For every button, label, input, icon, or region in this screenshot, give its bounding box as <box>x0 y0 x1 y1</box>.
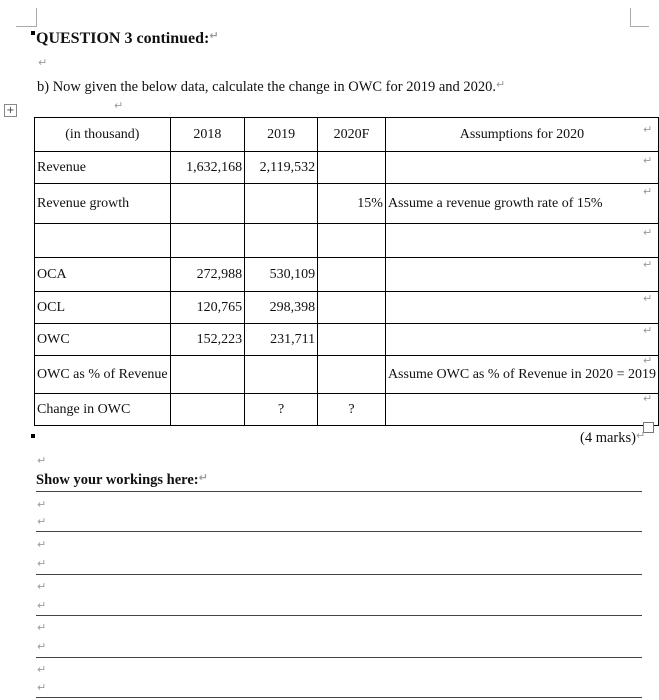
paragraph-mark: ↵ <box>37 681 47 694</box>
header-cell-label: (in thousand) <box>35 118 171 152</box>
owc-data-table <box>34 117 659 426</box>
paragraph-mark: ↵ <box>37 621 47 634</box>
table-row-blank <box>35 224 659 258</box>
row-label: OWC <box>35 324 171 356</box>
paragraph-mark: ↵ <box>37 580 47 593</box>
table-row-owc <box>35 324 659 356</box>
cell-2020f: 15% <box>318 184 386 224</box>
row-end-mark: ↵ <box>643 258 653 271</box>
cell-2019 <box>245 184 318 224</box>
cell-2020f <box>318 258 386 292</box>
answer-line <box>36 657 642 658</box>
cell-assumption <box>385 258 658 292</box>
row-end-mark: ↵ <box>643 226 653 239</box>
table-move-handle-icon[interactable]: + <box>4 104 17 117</box>
cell-2020f <box>318 152 386 184</box>
page-corner-marker-left <box>16 8 37 27</box>
answer-line <box>36 531 642 532</box>
question-text: b) Now given the below data, calculate the change in OWC for 2019 and 2020. ↵ <box>37 78 506 95</box>
cell-2018: 120,765 <box>170 292 244 324</box>
answer-line <box>36 574 642 575</box>
paragraph-mark: ↵ <box>37 557 47 570</box>
row-end-mark: ↵ <box>643 185 653 198</box>
cell-assumption <box>385 324 658 356</box>
question-heading: QUESTION 3 continued: ↵ <box>36 29 219 47</box>
cell-2019: 530,109 <box>245 258 318 292</box>
header-cell-2018: 2018 <box>170 118 244 152</box>
table-row-ocl <box>35 292 659 324</box>
cell-2019: 298,398 <box>245 292 318 324</box>
cell-2018 <box>170 184 244 224</box>
cell-assumption: Assume OWC as % of Revenue in 2020 = 2019 <box>385 356 658 394</box>
table-row-oca <box>35 258 659 292</box>
table-row-revenue-growth <box>35 184 659 224</box>
cell-2018: 152,223 <box>170 324 244 356</box>
cell-2018: 272,988 <box>170 258 244 292</box>
table-row-revenue <box>35 152 659 184</box>
cell-2018 <box>170 356 244 394</box>
cell-2019 <box>245 224 318 258</box>
cell-2020f <box>318 292 386 324</box>
row-end-mark: ↵ <box>643 354 653 367</box>
workings-label: Show your workings here: ↵ <box>36 471 208 488</box>
paragraph-mark: ↵ <box>37 538 47 551</box>
header-cell-2019: 2019 <box>245 118 318 152</box>
cell-2020f <box>318 224 386 258</box>
cell-2018 <box>170 394 244 426</box>
cell-2019: 2,119,532 <box>245 152 318 184</box>
cell-2018: 1,632,168 <box>170 152 244 184</box>
cell-assumption <box>385 224 658 258</box>
table-row-owc-pct-revenue <box>35 356 659 394</box>
cell-assumption <box>385 292 658 324</box>
cell-2018 <box>170 224 244 258</box>
paragraph-mark: ↵ <box>114 99 124 112</box>
row-label: OWC as % of Revenue <box>35 356 171 394</box>
paragraph-mark: ↵ <box>37 454 47 467</box>
header-cell-assumptions: Assumptions for 2020 <box>385 118 658 152</box>
row-end-mark: ↵ <box>643 392 653 405</box>
cell-2019: ? <box>245 394 318 426</box>
table-row-change-in-owc <box>35 394 659 426</box>
row-label: Revenue <box>35 152 171 184</box>
cell-assumption <box>385 152 658 184</box>
paragraph-mark: ↵ <box>37 640 47 653</box>
row-label: OCL <box>35 292 171 324</box>
paragraph-mark: ↵ <box>37 498 47 511</box>
row-end-mark: ↵ <box>643 154 653 167</box>
row-label: OCA <box>35 258 171 292</box>
row-end-mark: ↵ <box>643 292 653 305</box>
page-corner-marker-right <box>630 8 649 27</box>
cell-assumption <box>385 394 658 426</box>
cell-2019: 231,711 <box>245 324 318 356</box>
row-label: Revenue growth <box>35 184 171 224</box>
answer-line <box>36 615 642 616</box>
row-end-mark: ↵ <box>643 324 653 337</box>
cell-2020f <box>318 356 386 394</box>
header-cell-2020f: 2020F <box>318 118 386 152</box>
table-header-row <box>35 118 659 152</box>
row-end-mark: ↵ <box>643 123 653 136</box>
cell-2020f <box>318 324 386 356</box>
paragraph-mark: ↵ <box>37 663 47 676</box>
row-label: Change in OWC <box>35 394 171 426</box>
cell-assumption: Assume a revenue growth rate of 15% <box>385 184 658 224</box>
answer-line <box>36 697 642 698</box>
row-label <box>35 224 171 258</box>
paragraph-bullet <box>31 31 35 35</box>
paragraph-bullet <box>31 434 35 438</box>
paragraph-mark: ↵ <box>38 56 48 69</box>
marks-label: (4 marks) ↵ <box>580 429 646 446</box>
answer-line <box>36 491 642 492</box>
cell-2019 <box>245 356 318 394</box>
cell-2020f: ? <box>318 394 386 426</box>
paragraph-mark: ↵ <box>37 599 47 612</box>
paragraph-mark: ↵ <box>37 515 47 528</box>
